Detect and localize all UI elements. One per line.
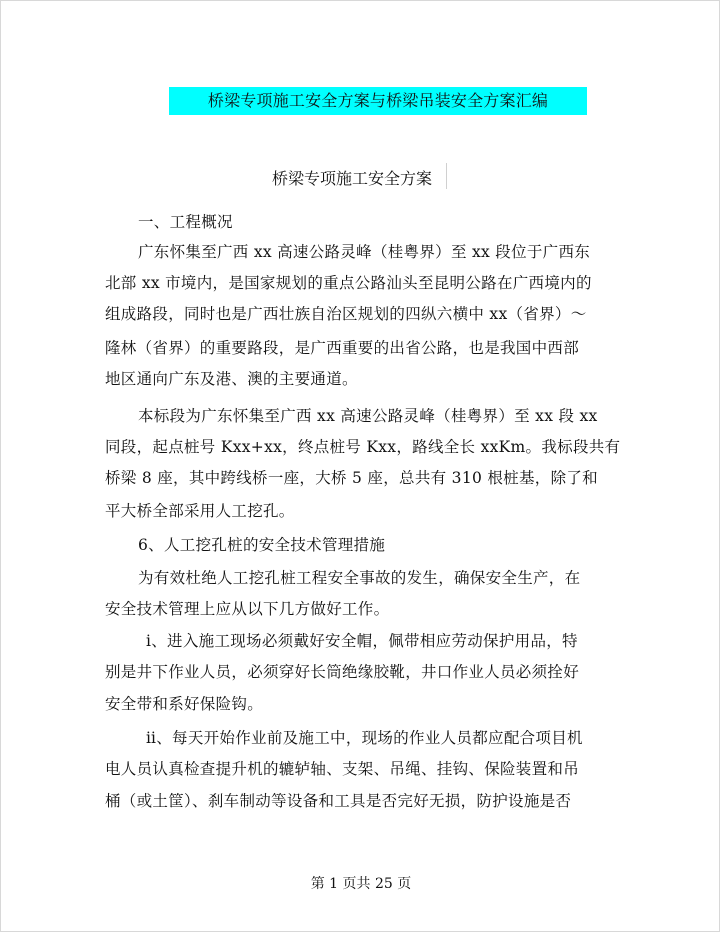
- paragraph-line: 隆林（省界）的重要路段，是广西重要的出省公路，也是我国中西部: [105, 339, 580, 357]
- heading-project-overview: 一、工程概况: [138, 213, 233, 231]
- heading-safety-measures: 6、人工挖孔桩的安全技术管理措施: [138, 536, 386, 554]
- paragraph-line: ⅰ、进入施工现场必须戴好安全帽，佩带相应劳动保护用品，特: [146, 632, 578, 650]
- paragraph-line: 电人员认真检查提升机的辘轳轴、支架、吊绳、挂钩、保险装置和吊: [105, 760, 580, 778]
- paragraph-line: 地区通向广东及港、澳的主要通道。: [105, 370, 358, 388]
- document-title: 桥梁专项施工安全方案与桥梁吊装安全方案汇编: [207, 91, 549, 110]
- text-cursor: [446, 163, 447, 189]
- page-number: 第 1 页共 25 页: [310, 876, 412, 892]
- paragraph-line: 广东怀集至广西 xx 高速公路灵峰（桂粤界）至 xx 段位于广西东: [138, 243, 591, 261]
- paragraph-line: 为有效杜绝人工挖孔桩工程安全事故的发生，确保安全生产，在: [138, 569, 581, 587]
- paragraph-line: 平大桥全部采用人工挖孔。: [105, 502, 295, 520]
- paragraph-line: 本标段为广东怀集至广西 xx 高速公路灵峰（桂粤界）至 xx 段 xx: [138, 407, 598, 425]
- paragraph-line: 同段，起点桩号 Kxx+xx，终点桩号 Kxx，路线全长 xxKm。我标段共有: [105, 438, 621, 456]
- section-title: 桥梁专项施工安全方案: [272, 169, 433, 188]
- paragraph-line: 安全技术管理上应从以下几方做好工作。: [105, 600, 390, 618]
- paragraph-line: 安全带和系好保险钩。: [105, 695, 264, 713]
- paragraph-line: 组成路段，同时也是广西壮族自治区规划的四纵六横中 xx（省界）～: [105, 305, 587, 323]
- paragraph-line: 桥梁 8 座，其中跨线桥一座，大桥 5 座，总共有 310 根桩基，除了和: [105, 469, 598, 487]
- paragraph-line: ⅱ、每天开始作业前及施工中，现场的作业人员都应配合项目机: [146, 729, 583, 747]
- paragraph-line: 别是井下作业人员，必须穿好长筒绝缘胶靴，井口作业人员必须拴好: [105, 663, 580, 681]
- paragraph-line: 北部 xx 市境内，是国家规划的重点公路汕头至昆明公路在广西境内的: [105, 274, 592, 292]
- paragraph-line: 桶（或土筐）、刹车制动等设备和工具是否完好无损，防护设施是否: [105, 792, 572, 810]
